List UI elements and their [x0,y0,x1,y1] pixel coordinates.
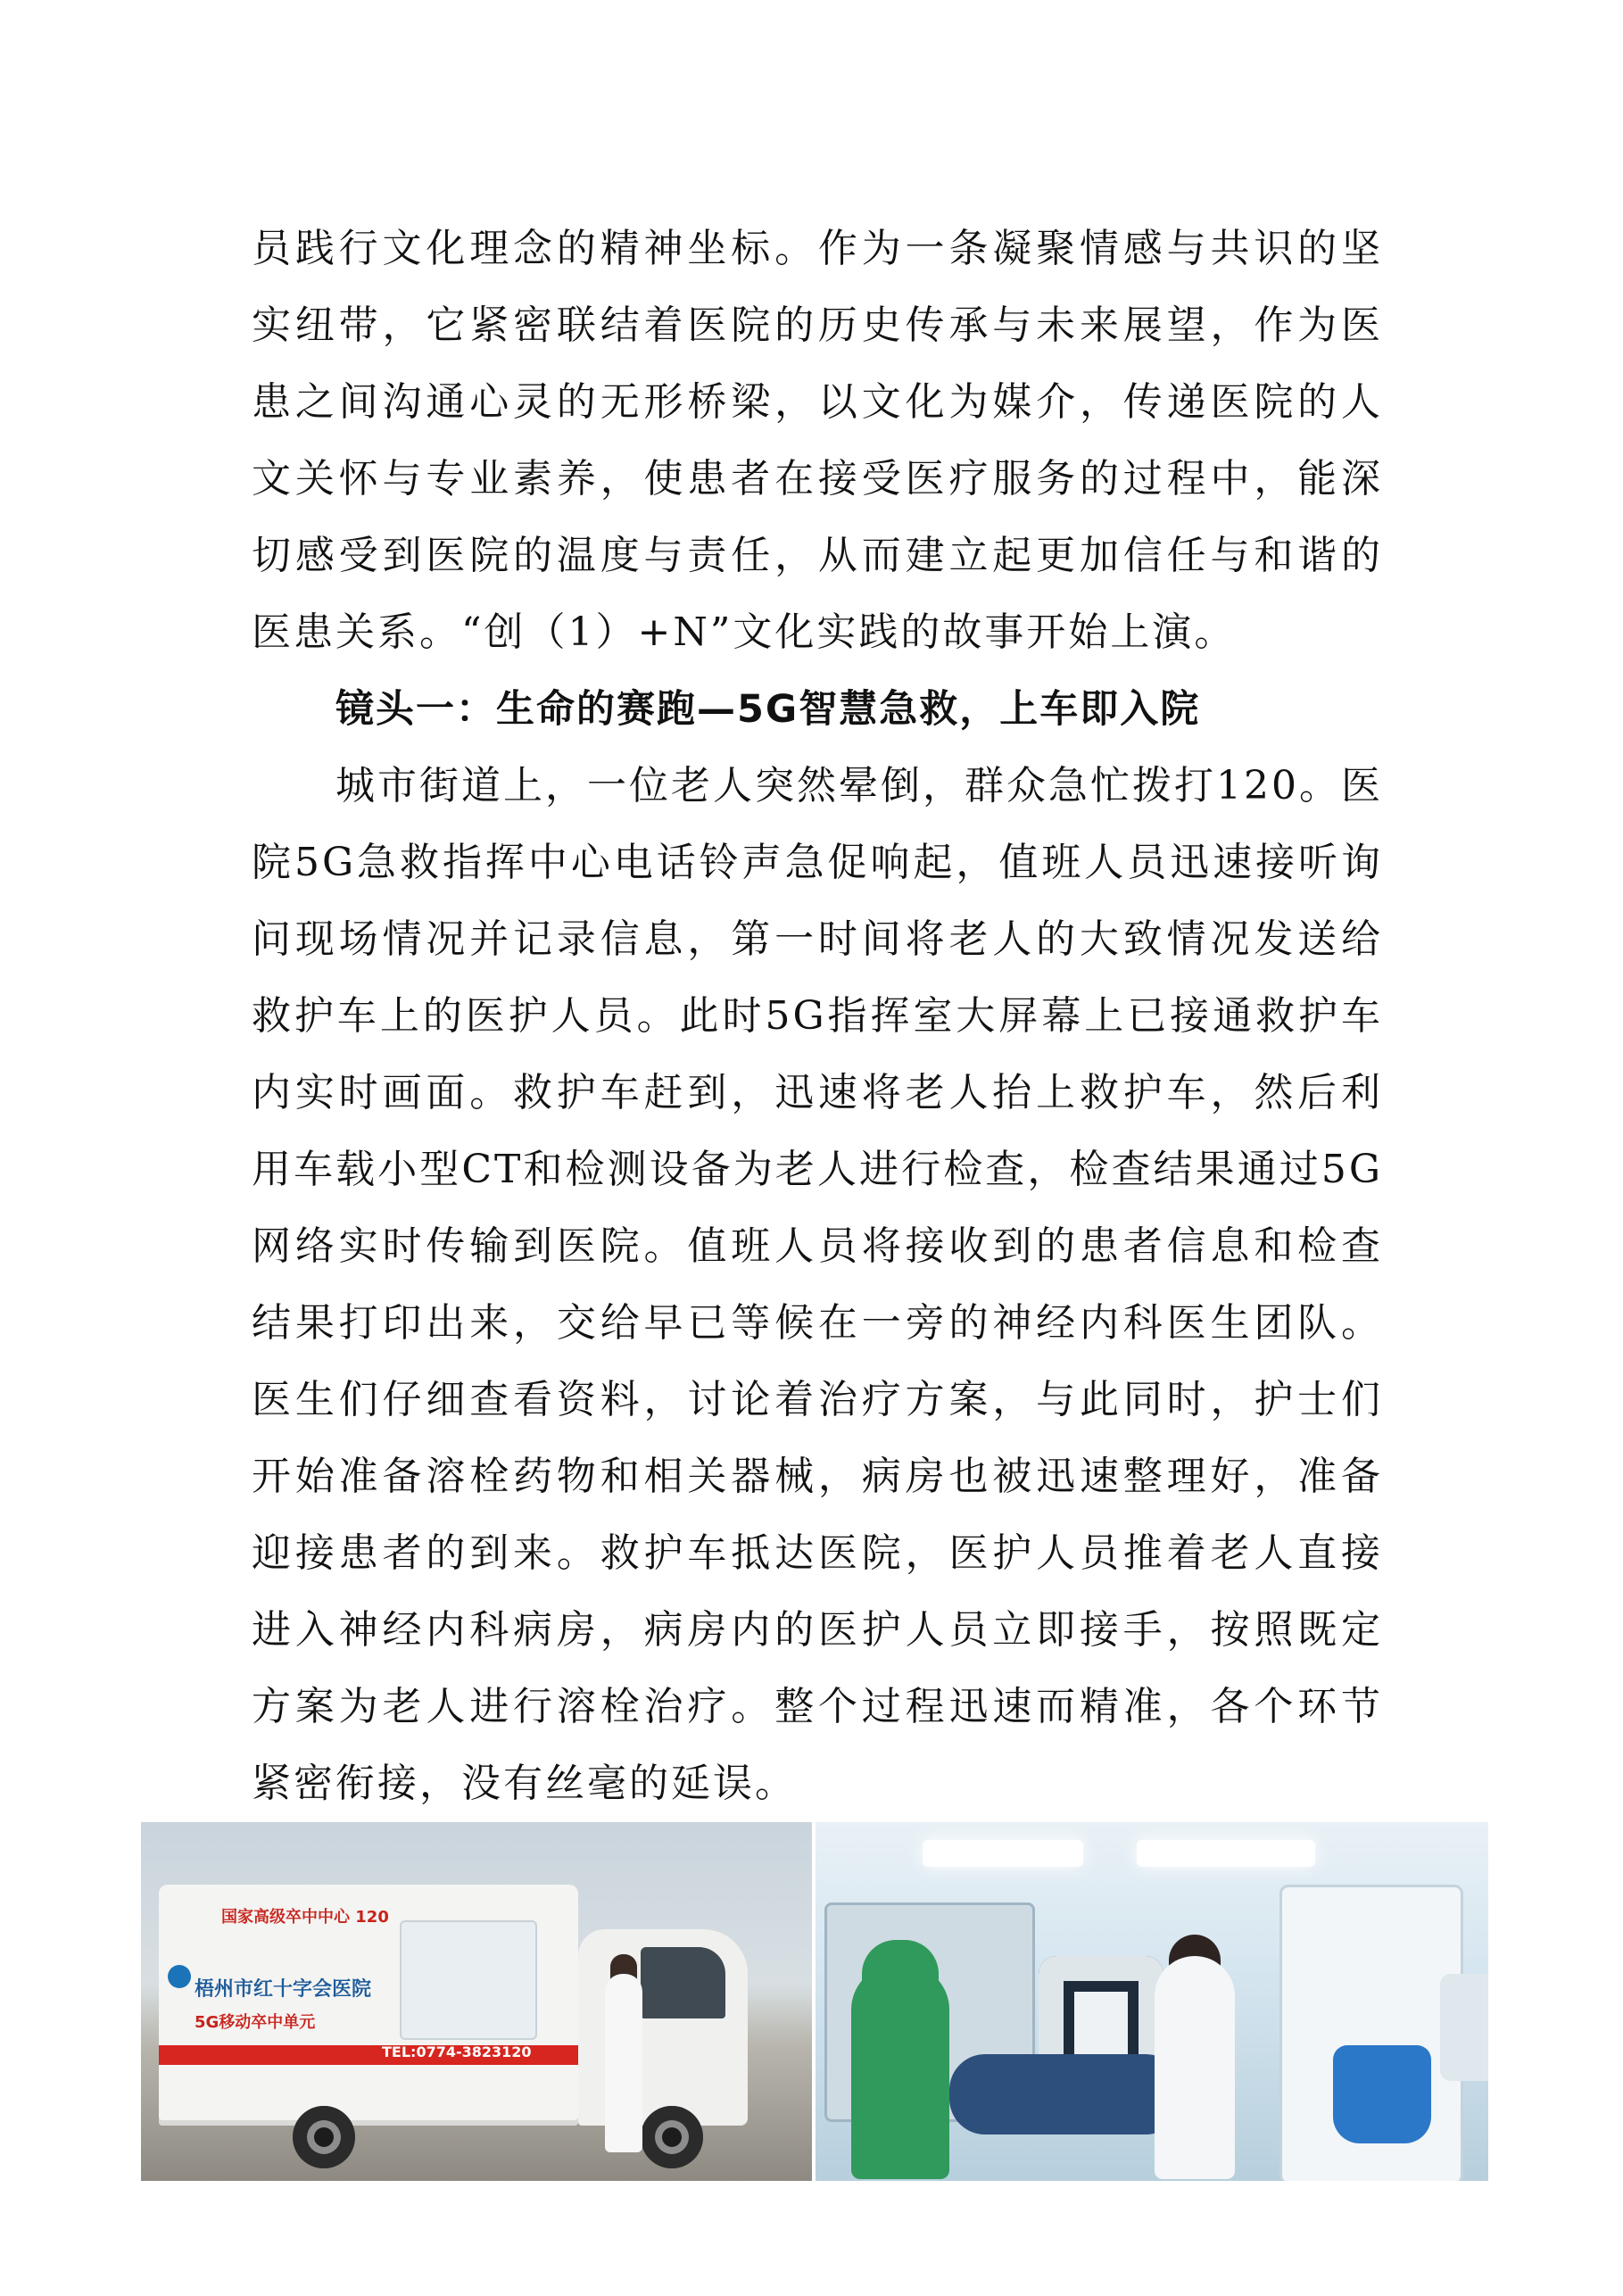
photo-strip [141,1822,1488,2181]
doctor-figure [1155,1956,1235,2179]
doctor-figure [605,1974,642,2152]
paragraph-intro: 员践行文化理念的精神坐标。作为一条凝聚情感与共识的坚实纽带，它紧密联结着医院的历史传承与未来展望，作为医患之间沟通心灵的无形桥梁，以文化为媒介，传递医院的人文关怀与专业素养，使患者在接受医疗服务的过程中，能深切感受到医院的温度与责任，从而建立起更加信任与和谐的医患关系。“创（1）+N”文化实践的故事开始上演。 [252,226,1383,655]
body-text [252,211,1383,1822]
patient-figure [949,2054,1181,2134]
ambulance-photo [141,1822,812,2181]
ambulance-label-tel: TEL:0774-3823120 [382,2043,532,2060]
ambulance-front-wheel [641,2106,703,2168]
ambulance-label-unit: 5G移动卒中单元 [195,2013,316,2032]
blue-seat [1333,2045,1431,2143]
side-window [1440,1974,1488,2081]
ct-scanner-graphic [400,1920,537,2040]
ceiling-light [923,1840,1083,1867]
ambulance-label-center: 国家高级卒中中心 120 [221,1908,389,1927]
ambulance-interior-photo [816,1822,1488,2181]
hospital-logo-icon [168,1965,191,1988]
section-heading: 镜头一：生命的赛跑—5G智慧急救，上车即入院 [335,687,1201,732]
ambulance-label-hospital: 梧州市红十字会医院 [195,1978,372,2001]
paragraph-story: 城市街道上，一位老人突然晕倒，群众急忙拨打120。医院5G急救指挥中心电话铃声急促响起，值班人员迅速接听询问现场情况并记录信息，第一时间将老人的大致情况发送给救护车上的医护人员。此时5G指挥室大屏幕上已接通救护车内实时画面。救护车赶到，迅速将老人抬上救护车，然后利用车载小型CT和检测设备为老人进行检查，检查结果通过5G网络实时传输到医院。值班人员将接收到的患者信息和检查结果打印出来，交给早已等候在一旁的神经内科医生团队。医生们仔细查看资料，讨论着治疗方案，与此同时，护士们开始准备溶栓药物和相关器械，病房也被迅速整理好，准备迎接患者的到来。救护车抵达医院，医护人员推着老人直接进入神经内科病房，病房内的医护人员立即接手，按照既定方案为老人进行溶栓治疗。整个过程迅速而精准，各个环节紧密衔接，没有丝毫的延误。 [252,763,1383,1806]
ceiling-light [1137,1840,1315,1867]
ambulance-rear-wheel [293,2106,355,2168]
nurse-figure [851,1965,949,2179]
ambulance-window [641,1947,725,2018]
